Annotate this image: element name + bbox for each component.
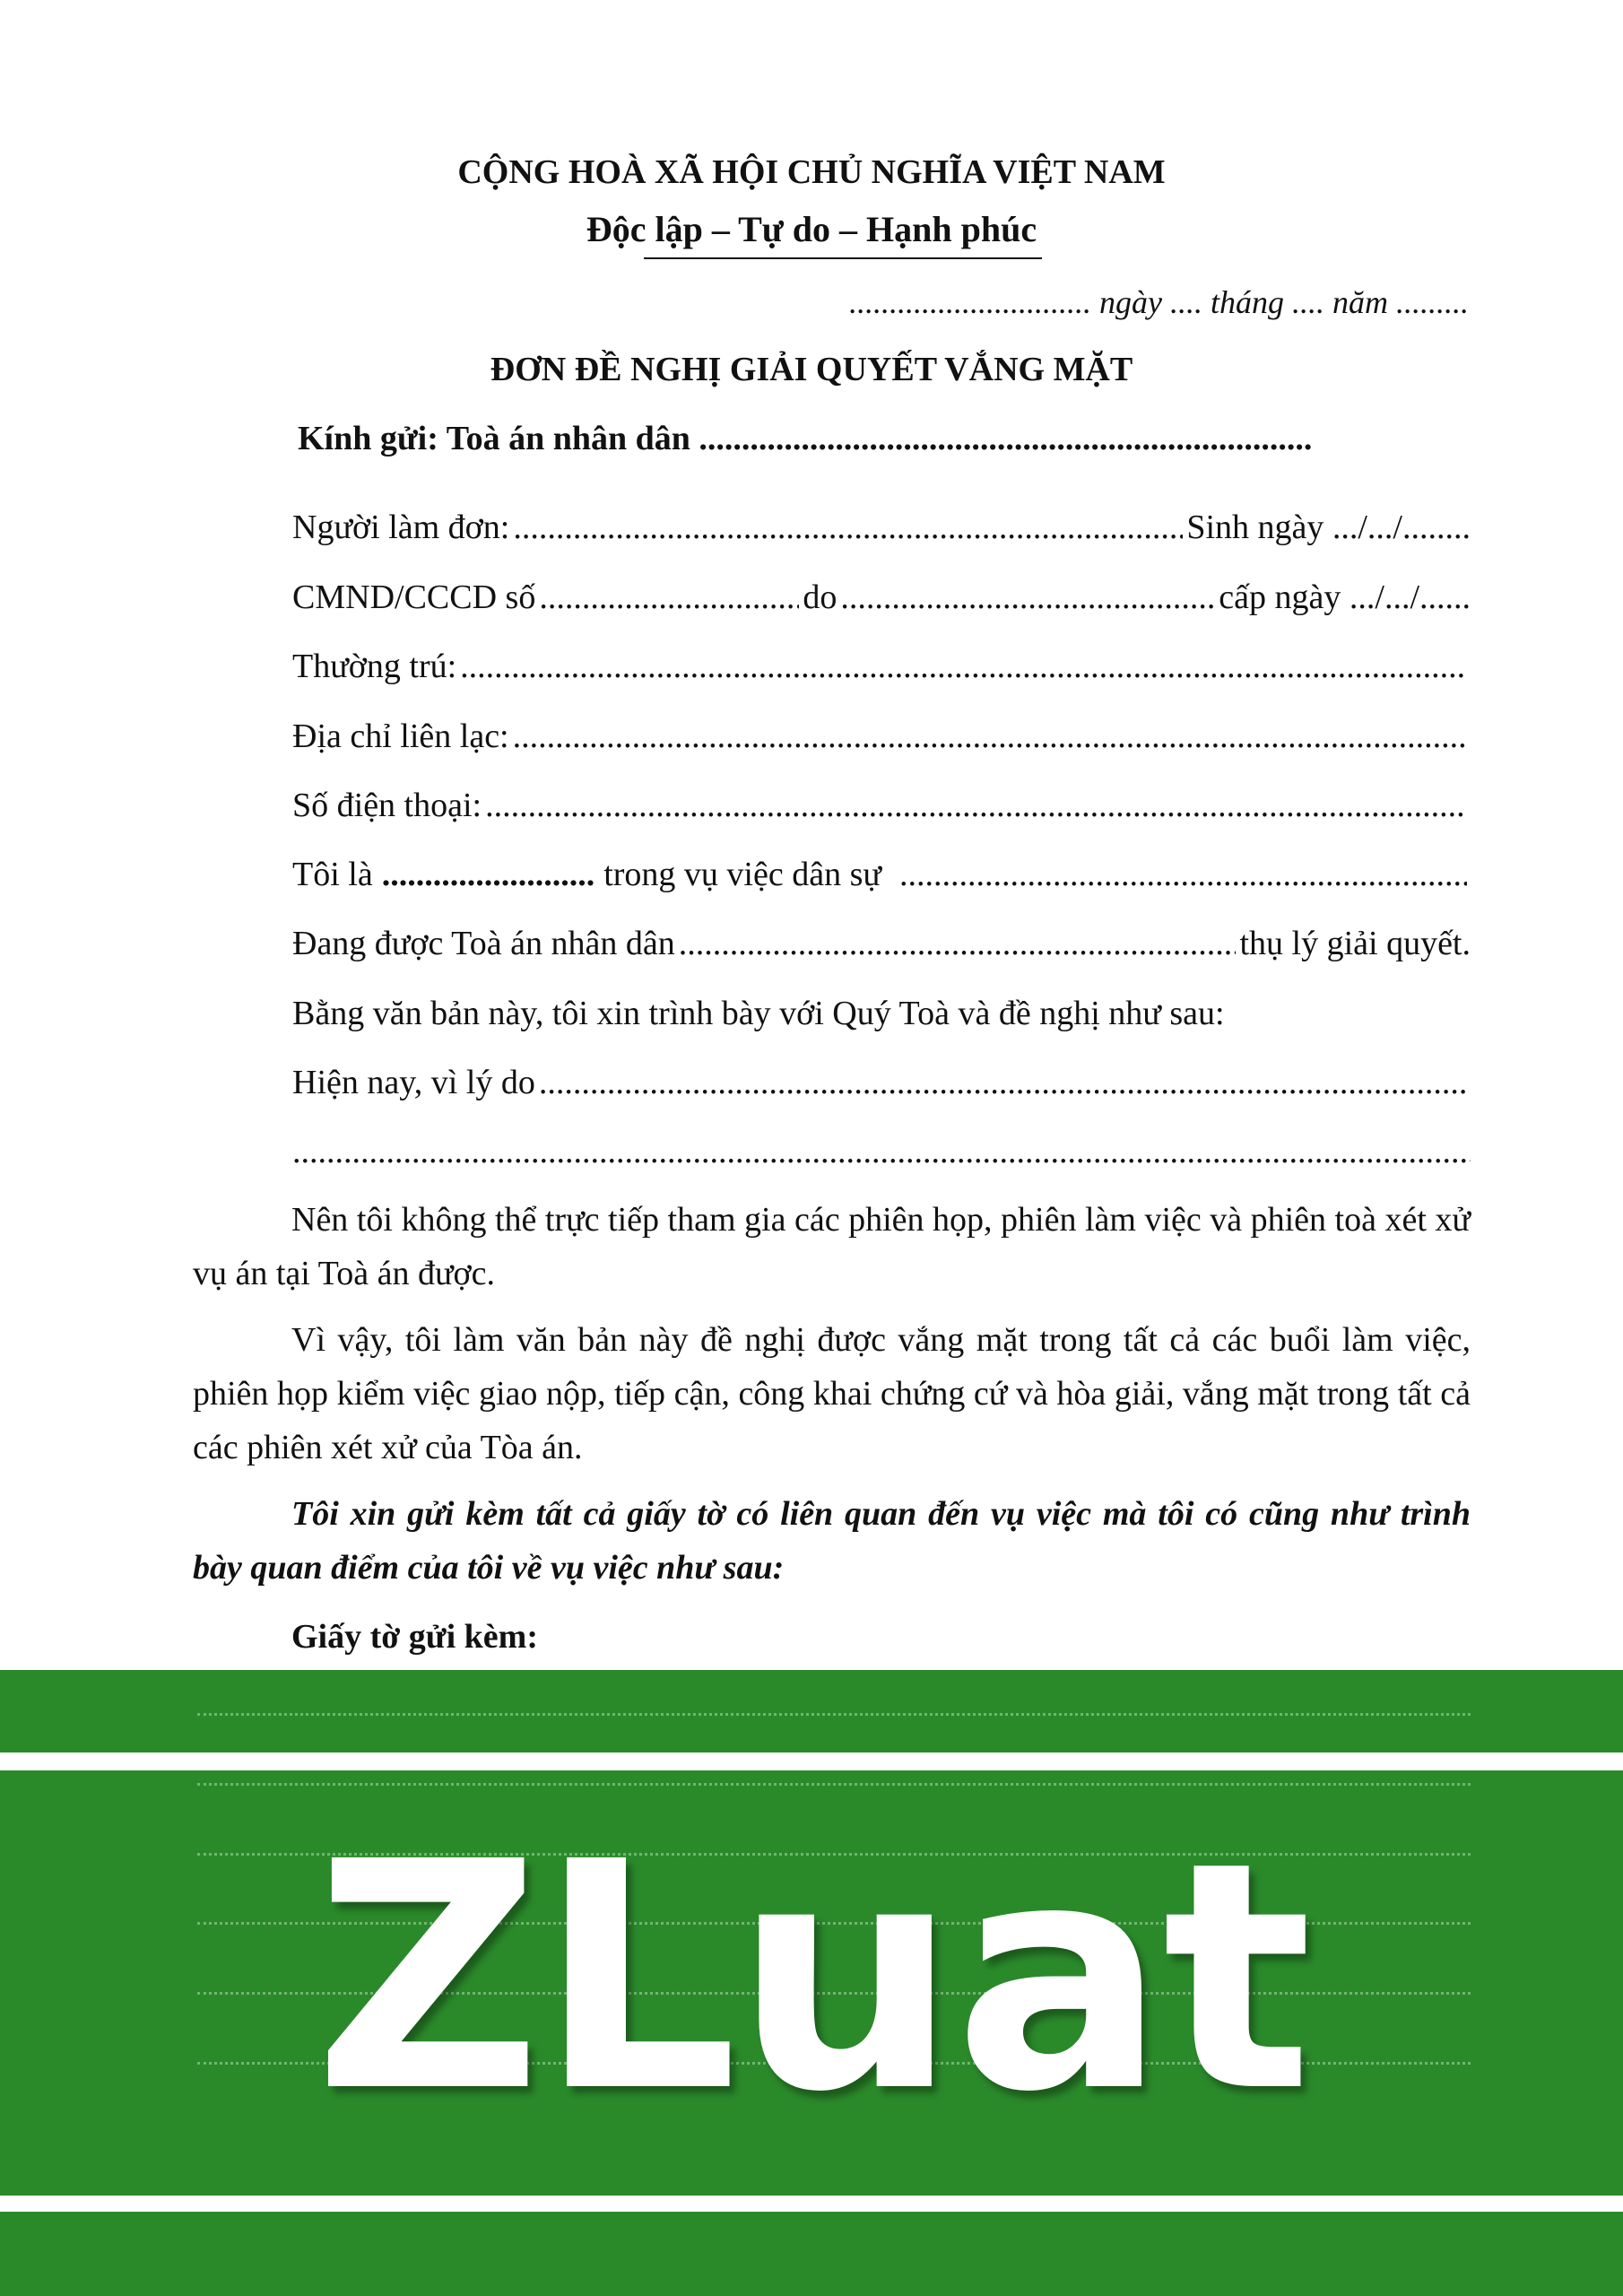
reason-label: Hiện nay, vì lý do [292,1064,535,1101]
court-row [292,921,1471,966]
dob-label: Sinh ngày .../.../........ [1186,509,1471,546]
address-blank [513,714,1467,759]
watermark-band-top [0,1670,1623,1752]
country-heading: CỘNG HOÀ XÃ HỘI CHỦ NGHĨA VIỆT NAM [457,153,1166,191]
applicant-blank [513,505,1183,550]
attachments-label: Giấy tờ gửi kèm: [291,1618,538,1656]
motto-underline [644,257,1042,259]
residence-blank [460,644,1467,689]
phone-label: Số điện thoại: [292,787,482,824]
residence-row [292,644,1471,689]
motto-heading: Độc lập – Tự do – Hạnh phúc [586,209,1037,249]
paragraph-request-text: Vì vậy, tôi làm văn bản này đề nghị được vắng mặt trong tất cả các buổi làm việc, phiên họp kiểm việc giao nộp, tiếp cận, công khai chứng cứ và hòa giải, vắng mặt trong tất cả các phiên xét xử của Tòa án. [193,1321,1471,1466]
id-row [292,575,1471,620]
role-row [292,852,1471,897]
date-line: .............................. ngày .... tháng .... năm ......... [849,284,1469,320]
role-prefix: Tôi là [292,856,373,893]
id-issuer-blank [840,575,1215,620]
id-number-blank [539,575,799,620]
attachment-dotted-line [197,1783,1471,1787]
paragraph-attachments-text: Tôi xin gửi kèm tất cả giấy tờ có liên quan đến vụ việc mà tôi có cũng như trình bày quan điểm của tôi về vụ việc như sau: [193,1495,1471,1587]
id-date-label: cấp ngày .../.../...... [1219,578,1471,616]
applicant-row [292,505,1471,550]
attachment-dotted-line [197,1713,1471,1718]
reason-row [292,1060,1471,1105]
case-blank [899,852,1467,897]
id-issued-label: do [803,578,838,616]
court-prefix: Đang được Toà án nhân dân [292,925,675,962]
paragraph-unable [193,1193,1471,1300]
paragraph-request [193,1313,1471,1474]
phone-blank [485,783,1467,828]
document-title: ĐƠN ĐỀ NGHỊ GIẢI QUYẾT VẮNG MẶT [490,351,1133,388]
court-blank [679,921,1237,966]
court-suffix: thụ lý giải quyết. [1239,925,1471,962]
id-label: CMND/CCCD số [292,578,536,616]
paragraph-attachments-intro [193,1487,1471,1595]
address-row [292,714,1471,759]
statement-text: Bằng văn bản này, tôi xin trình bày với Quý Toà và đề nghị như sau: [292,995,1225,1032]
phone-row [292,783,1471,828]
watermark-band-bottom [0,2212,1623,2296]
applicant-label: Người làm đơn: [292,509,510,546]
statement-line [292,991,1471,1036]
zluat-logo: ZLuat [314,1795,1309,2161]
reason-blank [539,1060,1467,1105]
role-blank: ......................... [381,856,595,893]
residence-label: Thường trú: [292,648,457,685]
recipient-line: Kính gửi: Toà án nhân dân ........................................................................ [298,420,1313,457]
reason-continuation-row [292,1129,1471,1174]
role-suffix: trong vụ việc dân sự [603,856,881,893]
address-label: Địa chỉ liên lạc: [292,718,509,755]
paragraph-unable-text: Nên tôi không thể trực tiếp tham gia các phiên họp, phiên làm việc và phiên toà xét xử vụ án tại Toà án được. [193,1201,1471,1292]
reason-continuation-blank [292,1129,1471,1174]
